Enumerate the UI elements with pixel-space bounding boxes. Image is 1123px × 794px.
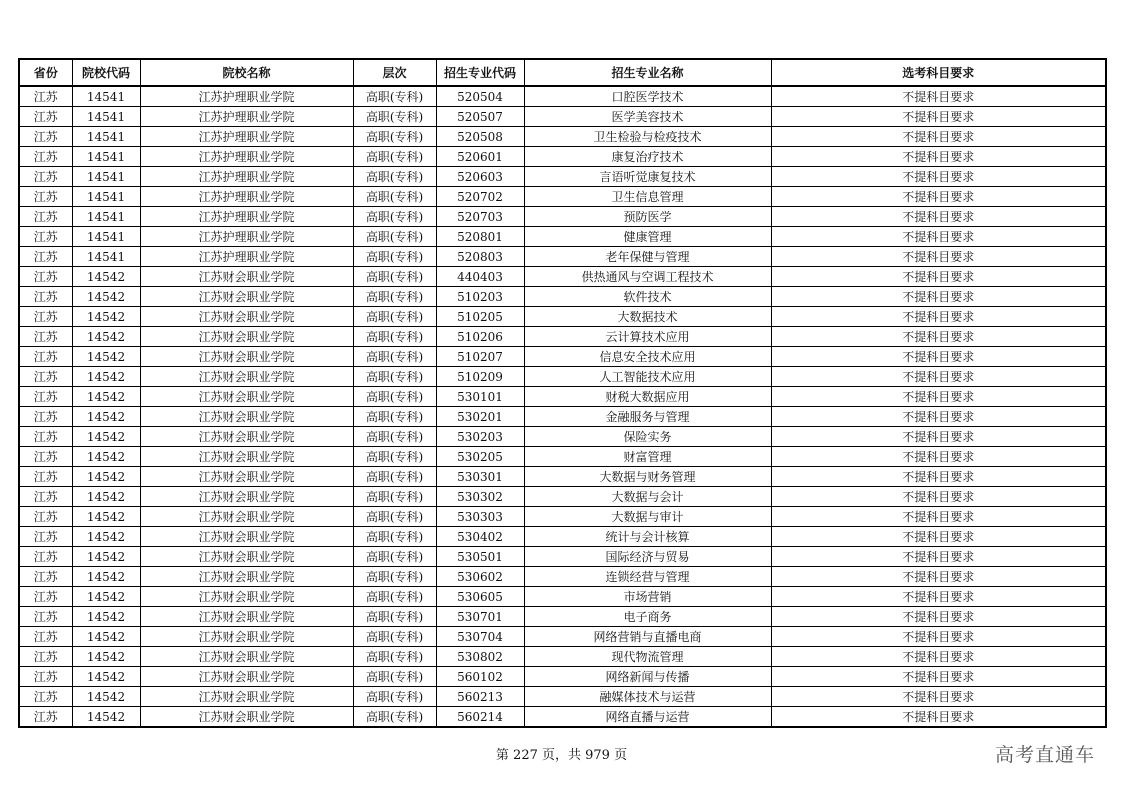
cell-level: 高职(专科) xyxy=(353,367,436,387)
cell-subject-requirement: 不提科目要求 xyxy=(771,467,1106,487)
cell-level: 高职(专科) xyxy=(353,667,436,687)
cell-province: 江苏 xyxy=(19,687,72,707)
cell-school-code: 14542 xyxy=(72,287,140,307)
cell-subject-requirement: 不提科目要求 xyxy=(771,647,1106,667)
cell-school-code: 14542 xyxy=(72,487,140,507)
cell-school-code: 14542 xyxy=(72,467,140,487)
cell-subject-requirement: 不提科目要求 xyxy=(771,127,1106,147)
cell-major-code: 530303 xyxy=(436,507,524,527)
cell-major-name: 口腔医学技术 xyxy=(524,86,771,107)
cell-major-name: 卫生信息管理 xyxy=(524,187,771,207)
cell-school-code: 14542 xyxy=(72,347,140,367)
cell-major-name: 老年保健与管理 xyxy=(524,247,771,267)
cell-major-code: 530302 xyxy=(436,487,524,507)
cell-major-code: 560213 xyxy=(436,687,524,707)
admission-table xyxy=(18,58,1107,728)
cell-province: 江苏 xyxy=(19,667,72,687)
cell-province: 江苏 xyxy=(19,307,72,327)
table-row xyxy=(19,587,1106,607)
cell-level: 高职(专科) xyxy=(353,687,436,707)
cell-subject-requirement: 不提科目要求 xyxy=(771,86,1106,107)
cell-school-code: 14542 xyxy=(72,307,140,327)
table-row xyxy=(19,527,1106,547)
cell-major-code: 520504 xyxy=(436,86,524,107)
cell-school-name: 江苏财会职业学院 xyxy=(140,267,353,287)
cell-major-code: 560102 xyxy=(436,667,524,687)
cell-school-name: 江苏财会职业学院 xyxy=(140,307,353,327)
cell-level: 高职(专科) xyxy=(353,167,436,187)
cell-province: 江苏 xyxy=(19,507,72,527)
cell-level: 高职(专科) xyxy=(353,447,436,467)
cell-school-name: 江苏护理职业学院 xyxy=(140,167,353,187)
table-row xyxy=(19,707,1106,728)
cell-major-name: 保险实务 xyxy=(524,427,771,447)
table-row xyxy=(19,247,1106,267)
cell-subject-requirement: 不提科目要求 xyxy=(771,407,1106,427)
cell-school-name: 江苏财会职业学院 xyxy=(140,367,353,387)
cell-level: 高职(专科) xyxy=(353,287,436,307)
cell-school-code: 14542 xyxy=(72,447,140,467)
cell-level: 高职(专科) xyxy=(353,407,436,427)
cell-major-name: 大数据与财务管理 xyxy=(524,467,771,487)
cell-province: 江苏 xyxy=(19,707,72,728)
table-row xyxy=(19,127,1106,147)
table-row xyxy=(19,467,1106,487)
cell-major-code: 510207 xyxy=(436,347,524,367)
cell-major-name: 电子商务 xyxy=(524,607,771,627)
header-province: 省份 xyxy=(19,59,72,86)
cell-level: 高职(专科) xyxy=(353,147,436,167)
cell-major-code: 520507 xyxy=(436,107,524,127)
watermark-logo: 高考直通车 xyxy=(994,744,1095,766)
cell-province: 江苏 xyxy=(19,267,72,287)
cell-school-code: 14542 xyxy=(72,507,140,527)
cell-major-name: 财税大数据应用 xyxy=(524,387,771,407)
cell-major-name: 康复治疗技术 xyxy=(524,147,771,167)
cell-school-name: 江苏护理职业学院 xyxy=(140,127,353,147)
table-row xyxy=(19,647,1106,667)
cell-subject-requirement: 不提科目要求 xyxy=(771,507,1106,527)
cell-major-name: 信息安全技术应用 xyxy=(524,347,771,367)
cell-major-name: 软件技术 xyxy=(524,287,771,307)
cell-school-name: 江苏财会职业学院 xyxy=(140,487,353,507)
cell-level: 高职(专科) xyxy=(353,427,436,447)
cell-level: 高职(专科) xyxy=(353,527,436,547)
cell-level: 高职(专科) xyxy=(353,647,436,667)
cell-major-code: 440403 xyxy=(436,267,524,287)
cell-major-name: 财富管理 xyxy=(524,447,771,467)
header-school-name: 院校名称 xyxy=(140,59,353,86)
cell-school-name: 江苏财会职业学院 xyxy=(140,647,353,667)
cell-major-name: 大数据技术 xyxy=(524,307,771,327)
cell-school-name: 江苏护理职业学院 xyxy=(140,147,353,167)
cell-school-code: 14542 xyxy=(72,667,140,687)
cell-major-code: 520803 xyxy=(436,247,524,267)
cell-school-name: 江苏护理职业学院 xyxy=(140,107,353,127)
cell-school-code: 14542 xyxy=(72,587,140,607)
cell-subject-requirement: 不提科目要求 xyxy=(771,267,1106,287)
cell-level: 高职(专科) xyxy=(353,247,436,267)
cell-level: 高职(专科) xyxy=(353,627,436,647)
cell-school-code: 14542 xyxy=(72,607,140,627)
table-row xyxy=(19,367,1106,387)
cell-province: 江苏 xyxy=(19,607,72,627)
cell-major-name: 大数据与会计 xyxy=(524,487,771,507)
table-row xyxy=(19,327,1106,347)
cell-subject-requirement: 不提科目要求 xyxy=(771,527,1106,547)
cell-school-name: 江苏财会职业学院 xyxy=(140,567,353,587)
cell-province: 江苏 xyxy=(19,407,72,427)
cell-province: 江苏 xyxy=(19,487,72,507)
cell-subject-requirement: 不提科目要求 xyxy=(771,107,1106,127)
cell-school-code: 14542 xyxy=(72,647,140,667)
cell-major-code: 530704 xyxy=(436,627,524,647)
cell-level: 高职(专科) xyxy=(353,507,436,527)
cell-major-name: 连锁经营与管理 xyxy=(524,567,771,587)
table-row xyxy=(19,287,1106,307)
cell-subject-requirement: 不提科目要求 xyxy=(771,287,1106,307)
cell-level: 高职(专科) xyxy=(353,127,436,147)
cell-province: 江苏 xyxy=(19,467,72,487)
page-number: 第 227 页，共 979 页 xyxy=(495,748,628,763)
cell-major-code: 530101 xyxy=(436,387,524,407)
table-row xyxy=(19,347,1106,367)
cell-level: 高职(专科) xyxy=(353,587,436,607)
cell-subject-requirement: 不提科目要求 xyxy=(771,247,1106,267)
table-row xyxy=(19,687,1106,707)
cell-school-name: 江苏财会职业学院 xyxy=(140,687,353,707)
cell-level: 高职(专科) xyxy=(353,607,436,627)
cell-level: 高职(专科) xyxy=(353,547,436,567)
cell-major-name: 健康管理 xyxy=(524,227,771,247)
cell-province: 江苏 xyxy=(19,227,72,247)
cell-school-name: 江苏财会职业学院 xyxy=(140,527,353,547)
cell-province: 江苏 xyxy=(19,287,72,307)
cell-school-code: 14542 xyxy=(72,267,140,287)
cell-major-name: 供热通风与空调工程技术 xyxy=(524,267,771,287)
cell-major-code: 520703 xyxy=(436,207,524,227)
header-major-code: 招生专业代码 xyxy=(436,59,524,86)
cell-school-code: 14542 xyxy=(72,547,140,567)
cell-subject-requirement: 不提科目要求 xyxy=(771,627,1106,647)
cell-province: 江苏 xyxy=(19,86,72,107)
cell-major-name: 大数据与审计 xyxy=(524,507,771,527)
cell-school-name: 江苏财会职业学院 xyxy=(140,287,353,307)
cell-school-code: 14541 xyxy=(72,86,140,107)
cell-major-name: 言语听觉康复技术 xyxy=(524,167,771,187)
cell-subject-requirement: 不提科目要求 xyxy=(771,667,1106,687)
cell-province: 江苏 xyxy=(19,427,72,447)
cell-major-name: 医学美容技术 xyxy=(524,107,771,127)
cell-school-name: 江苏财会职业学院 xyxy=(140,407,353,427)
cell-major-name: 网络新闻与传播 xyxy=(524,667,771,687)
table-row xyxy=(19,667,1106,687)
cell-subject-requirement: 不提科目要求 xyxy=(771,587,1106,607)
cell-major-code: 520801 xyxy=(436,227,524,247)
table-row xyxy=(19,607,1106,627)
cell-major-code: 530802 xyxy=(436,647,524,667)
cell-level: 高职(专科) xyxy=(353,86,436,107)
cell-major-code: 510209 xyxy=(436,367,524,387)
table-row xyxy=(19,147,1106,167)
table-row xyxy=(19,567,1106,587)
cell-school-code: 14541 xyxy=(72,207,140,227)
cell-school-name: 江苏护理职业学院 xyxy=(140,227,353,247)
table-row xyxy=(19,487,1106,507)
cell-major-code: 520603 xyxy=(436,167,524,187)
cell-school-name: 江苏财会职业学院 xyxy=(140,347,353,367)
cell-subject-requirement: 不提科目要求 xyxy=(771,307,1106,327)
cell-school-code: 14542 xyxy=(72,407,140,427)
cell-major-code: 530701 xyxy=(436,607,524,627)
cell-school-name: 江苏财会职业学院 xyxy=(140,507,353,527)
cell-subject-requirement: 不提科目要求 xyxy=(771,167,1106,187)
cell-subject-requirement: 不提科目要求 xyxy=(771,147,1106,167)
table-row xyxy=(19,267,1106,287)
cell-major-code: 530301 xyxy=(436,467,524,487)
cell-subject-requirement: 不提科目要求 xyxy=(771,367,1106,387)
header-subject-requirement: 选考科目要求 xyxy=(771,59,1106,86)
cell-province: 江苏 xyxy=(19,167,72,187)
cell-province: 江苏 xyxy=(19,567,72,587)
cell-province: 江苏 xyxy=(19,587,72,607)
cell-province: 江苏 xyxy=(19,327,72,347)
cell-school-name: 江苏护理职业学院 xyxy=(140,187,353,207)
cell-level: 高职(专科) xyxy=(353,327,436,347)
cell-major-name: 金融服务与管理 xyxy=(524,407,771,427)
cell-school-name: 江苏财会职业学院 xyxy=(140,627,353,647)
cell-school-code: 14542 xyxy=(72,687,140,707)
cell-major-name: 融媒体技术与运营 xyxy=(524,687,771,707)
cell-province: 江苏 xyxy=(19,147,72,167)
cell-major-name: 统计与会计核算 xyxy=(524,527,771,547)
cell-major-code: 530203 xyxy=(436,427,524,447)
cell-province: 江苏 xyxy=(19,547,72,567)
table-row xyxy=(19,86,1106,107)
cell-province: 江苏 xyxy=(19,347,72,367)
table-body xyxy=(19,86,1106,727)
cell-major-name: 网络直播与运营 xyxy=(524,707,771,728)
table-row xyxy=(19,507,1106,527)
table-row xyxy=(19,407,1106,427)
cell-subject-requirement: 不提科目要求 xyxy=(771,687,1106,707)
cell-major-code: 510203 xyxy=(436,287,524,307)
cell-province: 江苏 xyxy=(19,247,72,267)
cell-subject-requirement: 不提科目要求 xyxy=(771,327,1106,347)
cell-school-code: 14542 xyxy=(72,527,140,547)
cell-subject-requirement: 不提科目要求 xyxy=(771,207,1106,227)
table-row xyxy=(19,427,1106,447)
table-row xyxy=(19,167,1106,187)
cell-subject-requirement: 不提科目要求 xyxy=(771,347,1106,367)
cell-level: 高职(专科) xyxy=(353,567,436,587)
cell-level: 高职(专科) xyxy=(353,707,436,728)
cell-school-name: 江苏财会职业学院 xyxy=(140,427,353,447)
cell-major-name: 现代物流管理 xyxy=(524,647,771,667)
cell-school-name: 江苏财会职业学院 xyxy=(140,707,353,728)
cell-province: 江苏 xyxy=(19,367,72,387)
table-row xyxy=(19,187,1106,207)
cell-level: 高职(专科) xyxy=(353,187,436,207)
cell-subject-requirement: 不提科目要求 xyxy=(771,447,1106,467)
cell-school-name: 江苏财会职业学院 xyxy=(140,467,353,487)
table-row xyxy=(19,227,1106,247)
table-row xyxy=(19,447,1106,467)
cell-subject-requirement: 不提科目要求 xyxy=(771,567,1106,587)
cell-school-code: 14542 xyxy=(72,567,140,587)
cell-school-name: 江苏护理职业学院 xyxy=(140,247,353,267)
cell-subject-requirement: 不提科目要求 xyxy=(771,547,1106,567)
cell-school-code: 14542 xyxy=(72,707,140,728)
table-row xyxy=(19,387,1106,407)
cell-major-code: 530205 xyxy=(436,447,524,467)
cell-subject-requirement: 不提科目要求 xyxy=(771,227,1106,247)
cell-subject-requirement: 不提科目要求 xyxy=(771,607,1106,627)
cell-level: 高职(专科) xyxy=(353,487,436,507)
cell-level: 高职(专科) xyxy=(353,267,436,287)
cell-subject-requirement: 不提科目要求 xyxy=(771,487,1106,507)
cell-major-name: 人工智能技术应用 xyxy=(524,367,771,387)
cell-major-name: 云计算技术应用 xyxy=(524,327,771,347)
cell-school-code: 14542 xyxy=(72,427,140,447)
cell-major-name: 网络营销与直播电商 xyxy=(524,627,771,647)
cell-province: 江苏 xyxy=(19,527,72,547)
cell-major-code: 520508 xyxy=(436,127,524,147)
cell-major-code: 510205 xyxy=(436,307,524,327)
cell-major-code: 520702 xyxy=(436,187,524,207)
cell-province: 江苏 xyxy=(19,127,72,147)
table-row xyxy=(19,107,1106,127)
cell-school-code: 14542 xyxy=(72,327,140,347)
cell-level: 高职(专科) xyxy=(353,467,436,487)
cell-school-code: 14542 xyxy=(72,387,140,407)
cell-major-code: 530402 xyxy=(436,527,524,547)
cell-province: 江苏 xyxy=(19,187,72,207)
cell-school-code: 14541 xyxy=(72,107,140,127)
cell-subject-requirement: 不提科目要求 xyxy=(771,707,1106,728)
cell-province: 江苏 xyxy=(19,107,72,127)
cell-major-code: 530201 xyxy=(436,407,524,427)
cell-province: 江苏 xyxy=(19,447,72,467)
cell-school-name: 江苏财会职业学院 xyxy=(140,547,353,567)
cell-school-name: 江苏财会职业学院 xyxy=(140,327,353,347)
cell-school-code: 14541 xyxy=(72,187,140,207)
cell-level: 高职(专科) xyxy=(353,207,436,227)
cell-school-name: 江苏财会职业学院 xyxy=(140,667,353,687)
cell-province: 江苏 xyxy=(19,207,72,227)
cell-school-code: 14541 xyxy=(72,147,140,167)
header-level: 层次 xyxy=(353,59,436,86)
cell-province: 江苏 xyxy=(19,387,72,407)
cell-school-name: 江苏护理职业学院 xyxy=(140,86,353,107)
table-row xyxy=(19,627,1106,647)
table-row xyxy=(19,547,1106,567)
cell-school-code: 14542 xyxy=(72,627,140,647)
table-row xyxy=(19,307,1106,327)
cell-school-code: 14542 xyxy=(72,367,140,387)
header-school-code: 院校代码 xyxy=(72,59,140,86)
cell-subject-requirement: 不提科目要求 xyxy=(771,387,1106,407)
cell-major-code: 510206 xyxy=(436,327,524,347)
cell-major-name: 国际经济与贸易 xyxy=(524,547,771,567)
cell-major-name: 市场营销 xyxy=(524,587,771,607)
cell-major-name: 预防医学 xyxy=(524,207,771,227)
cell-school-name: 江苏护理职业学院 xyxy=(140,207,353,227)
cell-major-code: 530602 xyxy=(436,567,524,587)
header-major-name: 招生专业名称 xyxy=(524,59,771,86)
cell-school-name: 江苏财会职业学院 xyxy=(140,607,353,627)
cell-province: 江苏 xyxy=(19,647,72,667)
cell-level: 高职(专科) xyxy=(353,107,436,127)
cell-school-code: 14541 xyxy=(72,247,140,267)
table-row xyxy=(19,207,1106,227)
cell-school-code: 14541 xyxy=(72,127,140,147)
cell-major-code: 530501 xyxy=(436,547,524,567)
cell-subject-requirement: 不提科目要求 xyxy=(771,427,1106,447)
cell-school-name: 江苏财会职业学院 xyxy=(140,447,353,467)
cell-school-code: 14541 xyxy=(72,227,140,247)
table-header-row xyxy=(19,59,1106,86)
cell-subject-requirement: 不提科目要求 xyxy=(771,187,1106,207)
cell-major-code: 560214 xyxy=(436,707,524,728)
cell-major-code: 530605 xyxy=(436,587,524,607)
cell-level: 高职(专科) xyxy=(353,227,436,247)
cell-school-name: 江苏财会职业学院 xyxy=(140,587,353,607)
cell-level: 高职(专科) xyxy=(353,307,436,327)
cell-major-code: 520601 xyxy=(436,147,524,167)
cell-level: 高职(专科) xyxy=(353,347,436,367)
cell-major-name: 卫生检验与检疫技术 xyxy=(524,127,771,147)
cell-school-code: 14541 xyxy=(72,167,140,187)
cell-province: 江苏 xyxy=(19,627,72,647)
cell-level: 高职(专科) xyxy=(353,387,436,407)
cell-school-name: 江苏财会职业学院 xyxy=(140,387,353,407)
